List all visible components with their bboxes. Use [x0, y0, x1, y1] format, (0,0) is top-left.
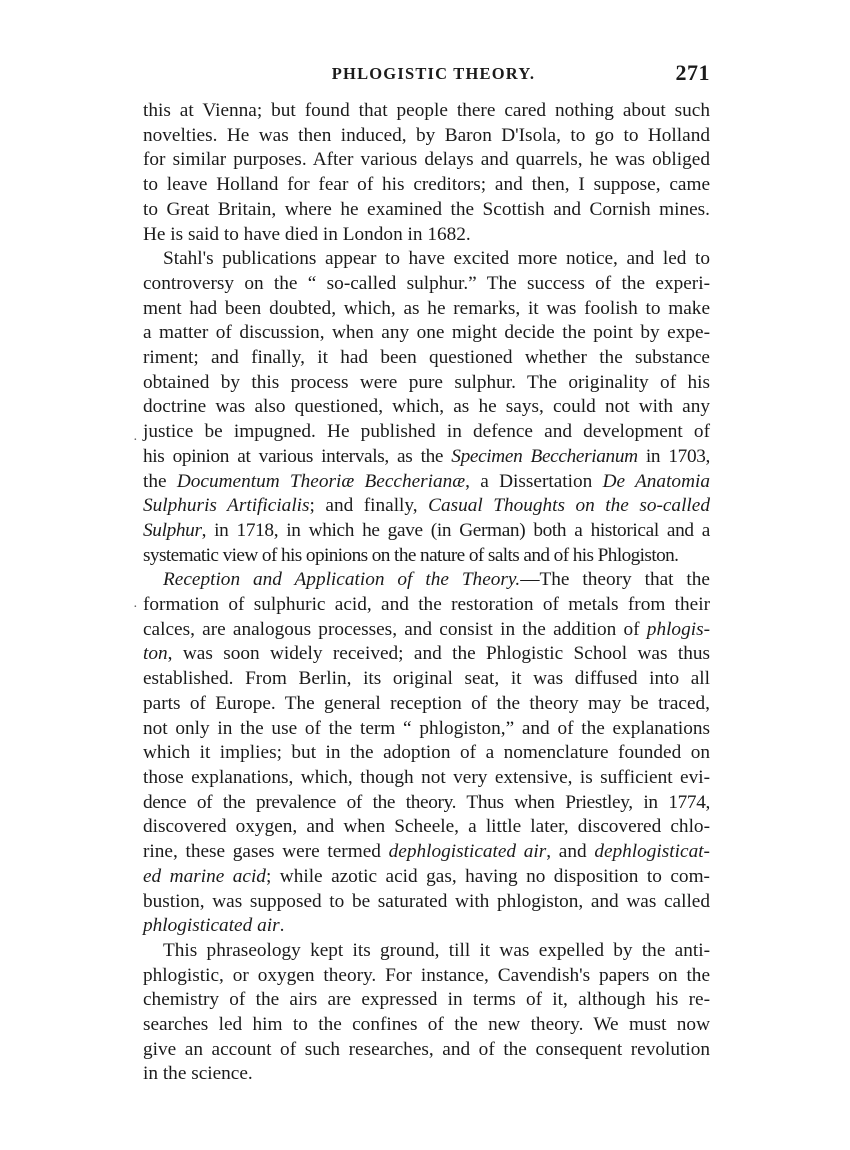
text-line	[143, 865, 710, 890]
text-run: ; while azotic acid gas, having no disposition to com-	[265, 865, 710, 887]
text-line: formation of sulphuric acid, and the restoration of metals from their	[143, 594, 710, 616]
text-line	[143, 470, 710, 495]
text-run: , and	[546, 841, 595, 863]
text-line	[143, 914, 710, 939]
text-line: those explanations, which, though not very extensive, is sufficient evi-	[143, 766, 710, 788]
text-line: chemistry of the airs are expressed in terms of it, although his re-	[143, 989, 710, 1011]
italic-term: phlogis-	[646, 618, 710, 640]
text-run: , a Dissertation	[465, 470, 603, 492]
text-run: his opinion at various intervals, as the	[143, 445, 452, 467]
body-text	[143, 99, 710, 1087]
margin-mark: ·	[133, 433, 138, 448]
text-line: in the science.	[143, 1063, 253, 1085]
text-line: phlogistic, or oxygen theory. For instance, Cavendish's papers on the	[143, 964, 710, 986]
text-line: discovered oxygen, and when Scheele, a little later, discovered chlo-	[143, 816, 710, 838]
text-line	[143, 642, 710, 667]
text-line	[143, 568, 710, 593]
text-line: Stahl's publications appear to have excited more notice, and led to	[163, 248, 710, 270]
paragraph-3	[143, 568, 710, 939]
italic-title: Sulphur	[143, 519, 202, 541]
italic-term: ton	[143, 643, 168, 665]
text-line	[143, 840, 710, 865]
text-line: This phraseology kept its ground, till it was expelled by the anti-	[163, 939, 710, 961]
text-line: which it implies; but in the adoption of a nomenclature founded on	[143, 742, 710, 764]
italic-title: De Anatomia	[602, 470, 710, 492]
section-heading: Reception and Application of the Theory.	[163, 569, 521, 591]
margin-mark: ·	[133, 600, 138, 615]
text-run: , in 1718, in which he gave (in German) both a historical and a	[201, 519, 710, 541]
text-run: .	[279, 915, 285, 937]
text-line: for similar purposes. After various delays and quarrels, he was obliged	[143, 149, 710, 171]
text-line: to leave Holland for fear of his creditors; and then, I suppose, came	[143, 174, 710, 196]
paragraph-4	[143, 939, 710, 1087]
page-number: 271	[675, 60, 710, 85]
paragraph-1	[143, 99, 710, 247]
text-line	[143, 494, 710, 519]
running-head	[143, 60, 710, 90]
text-run: , was soon widely received; and the Phlogistic School was thus	[167, 643, 710, 665]
italic-title: Sulphuris Artificialis	[143, 495, 310, 517]
text-line: established. From Berlin, its original seat, it was diffused into all	[143, 668, 710, 690]
text-line: doctrine was also questioned, which, as he says, could not with any	[143, 396, 710, 418]
text-line: to Great Britain, where he examined the Scottish and Cornish mines.	[143, 198, 710, 220]
text-line: riment; and finally, it had been questioned whether the substance	[143, 347, 710, 369]
italic-term: ed marine acid	[143, 865, 266, 887]
paragraph-2	[143, 247, 710, 568]
text-line: He is said to have died in London in 1682.	[143, 223, 471, 245]
text-line	[143, 519, 710, 544]
text-line: a matter of discussion, when any one might decide the point by expe-	[143, 322, 710, 344]
text-run: rine, these gases were termed	[143, 841, 389, 863]
text-line: justice be impugned. He published in defence and development of	[143, 421, 710, 443]
text-line: this at Vienna; but found that people there cared nothing about such	[143, 100, 710, 121]
text-line	[143, 445, 710, 470]
text-run: calces, are analogous processes, and consist in the addition of	[143, 618, 647, 640]
text-run: the	[143, 470, 177, 492]
text-line: novelties. He was then induced, by Baron D'Isola, to go to Holland	[143, 124, 710, 146]
italic-title: Documentum Theoriæ Beccherianæ	[176, 470, 466, 492]
text-line: obtained by this process were pure sulphur. The originality of his	[143, 371, 710, 393]
text-line: searches led him to the confines of the new theory. We must now	[143, 1014, 710, 1036]
italic-title: Specimen Beccherianum	[451, 445, 638, 467]
text-run: in 1703,	[637, 445, 710, 467]
italic-term: phlogisticated air	[143, 915, 280, 937]
text-line: parts of Europe. The general reception of the theory may be traced,	[143, 692, 710, 714]
text-line: ment had been doubted, which, as he remarks, it was foolish to make	[143, 297, 710, 319]
text-line: not only in the use of the term “ phlogiston,” and of the explanations	[143, 717, 710, 739]
italic-title: Casual Thoughts on the so-called	[428, 495, 710, 517]
italic-term: dephlogisticated air	[388, 841, 547, 863]
text-run: ; and finally,	[309, 495, 429, 517]
running-title: PHLOGISTIC THEORY.	[331, 64, 536, 83]
text-line: dence of the prevalence of the theory. Thus when Priestley, in 1774,	[143, 791, 710, 813]
text-line: controversy on the “ so-called sulphur.” The success of the experi-	[143, 272, 710, 294]
text-line: systematic view of his opinions on the nature of salts and of his Phlogiston.	[143, 544, 679, 566]
text-run: —The theory that the	[520, 569, 710, 591]
italic-term: dephlogisticat-	[594, 841, 710, 863]
text-line: bustion, was supposed to be saturated with phlogiston, and was called	[143, 890, 710, 912]
text-line: give an account of such researches, and of the consequent revolution	[143, 1038, 710, 1060]
text-line	[143, 618, 710, 643]
